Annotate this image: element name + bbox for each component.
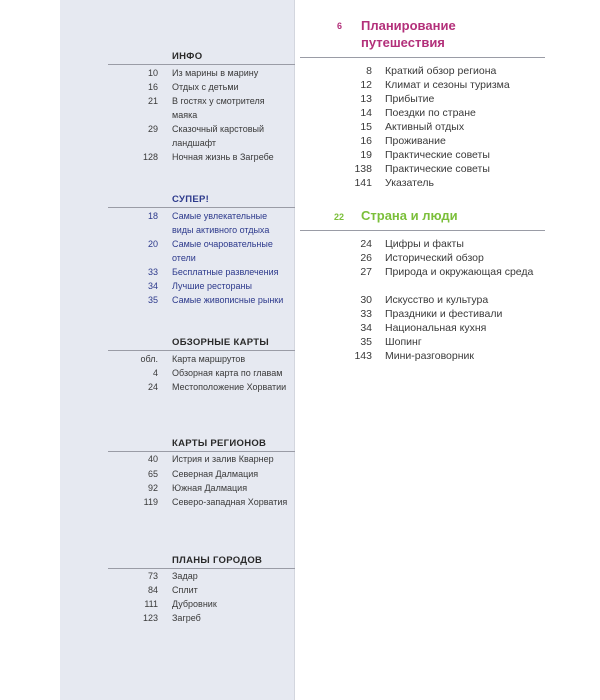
page-number: 18 (147, 211, 158, 221)
page-number: 119 (143, 497, 158, 507)
page-number: 84 (147, 585, 158, 595)
entry-text: Из марины в марину (172, 68, 259, 78)
entry-text: Задар (172, 571, 198, 581)
entry-text: Сплит (172, 585, 198, 595)
page-number: 35 (147, 295, 158, 305)
page-number: 143 (354, 350, 372, 362)
super-heading: СУПЕР! (172, 194, 210, 205)
entry-text: Карта маршрутов (172, 354, 246, 364)
planning-title[interactable]: Планирование путешествия (361, 18, 456, 50)
planning-page-number: 6 (337, 21, 343, 31)
entry-text: Местоположение Хорватии (172, 382, 287, 392)
page-number: 33 (147, 267, 158, 277)
entry-text: Дубровник (172, 599, 217, 609)
entry-text: Праздники и фестивали (385, 308, 503, 320)
entry-text: Климат и сезоны туризма (385, 79, 510, 91)
page-number: 40 (147, 454, 158, 464)
entry-text: Поездки по стране (385, 107, 476, 119)
page-number: 24 (360, 238, 372, 250)
entry-text: Самые живописные рынки (172, 295, 284, 305)
entry-text: Цифры и факты (385, 238, 464, 250)
entry-text: Загреб (172, 613, 201, 623)
entry-text: Практические советы (385, 163, 490, 175)
entry-text: Краткий обзор региона (385, 65, 497, 77)
page-number: 92 (147, 483, 158, 493)
entry-text: Сказочный карстовый ландшафт (172, 124, 264, 148)
page-number: 19 (360, 149, 372, 161)
entry-text: Северо-западная Хорватия (172, 497, 288, 507)
page-number: 10 (147, 68, 158, 78)
page-number: 128 (142, 152, 158, 162)
page-number: 13 (360, 93, 372, 105)
page-number: 138 (354, 163, 372, 175)
entry-text: Активный отдых (385, 121, 465, 133)
page-number: 14 (360, 107, 372, 119)
page-number: 65 (147, 469, 158, 479)
entry-text: Бесплатные развлечения (172, 267, 279, 277)
entry-text: Ночная жизнь в Загребе (172, 152, 274, 162)
page-number: 16 (147, 82, 158, 92)
entry-text: Проживание (385, 135, 446, 147)
page-number: 24 (147, 382, 158, 392)
entry-text: Истрия и залив Кварнер (172, 454, 274, 464)
country-title[interactable]: Страна и люди (361, 208, 458, 223)
page-number: 4 (152, 368, 158, 378)
entry-text: Практические советы (385, 149, 490, 161)
country-page-number: 22 (334, 212, 345, 222)
page-number: 12 (360, 79, 372, 91)
page-number: 30 (360, 294, 372, 306)
entry-text: Самые очаровательные отели (172, 239, 273, 263)
page-number: 21 (147, 96, 158, 106)
region-maps-heading: КАРТЫ РЕГИОНОВ (172, 438, 267, 449)
city-plans-heading: ПЛАНЫ ГОРОДОВ (172, 555, 263, 566)
page-number: 34 (147, 281, 158, 291)
overview-maps-rule (108, 350, 295, 351)
page-number: 73 (147, 571, 158, 581)
page-number: 123 (142, 613, 158, 623)
page-number: 34 (360, 322, 372, 334)
entry-text: Мини-разговорник (385, 350, 474, 362)
page-number: 33 (360, 308, 372, 320)
entry-text: Исторический обзор (385, 252, 484, 264)
page-number: 141 (354, 177, 372, 189)
planning-rule (300, 57, 545, 58)
entry-text: Шопинг (385, 336, 422, 348)
entry-text: Указатель (385, 177, 434, 189)
entry-text: Прибытие (385, 93, 435, 105)
page-number: 26 (360, 252, 372, 264)
country-rule (300, 230, 545, 231)
entry-text: Лучшие рестораны (172, 281, 252, 291)
entry-text: Искусство и культура (385, 294, 489, 306)
entry-text: Обзорная карта по главам (172, 368, 283, 378)
info-heading: ИНФО (172, 51, 203, 62)
super-rule (108, 207, 295, 208)
entry-text: Природа и окружающая среда (385, 266, 534, 278)
overview-maps-heading: ОБЗОРНЫЕ КАРТЫ (172, 337, 269, 348)
page-number: обл. (140, 354, 158, 364)
page-number: 35 (360, 336, 372, 348)
info-rule (108, 64, 295, 65)
page-number: 15 (360, 121, 372, 133)
page-number: 8 (366, 65, 372, 77)
page-number: 20 (147, 239, 158, 249)
entry-text: Северная Далмация (172, 469, 259, 479)
page-number: 111 (144, 599, 158, 609)
page-number: 16 (360, 135, 372, 147)
page-number: 27 (360, 266, 372, 278)
entry-text: Отдых с детьми (172, 82, 239, 92)
entry-text: Национальная кухня (385, 322, 487, 334)
page-number: 29 (147, 124, 158, 134)
entry-text: Самые увлекательные виды активного отдыха (172, 211, 270, 235)
entry-text: В гостях у смотрителя маяка (172, 96, 265, 120)
entry-text: Южная Далмация (172, 483, 248, 493)
